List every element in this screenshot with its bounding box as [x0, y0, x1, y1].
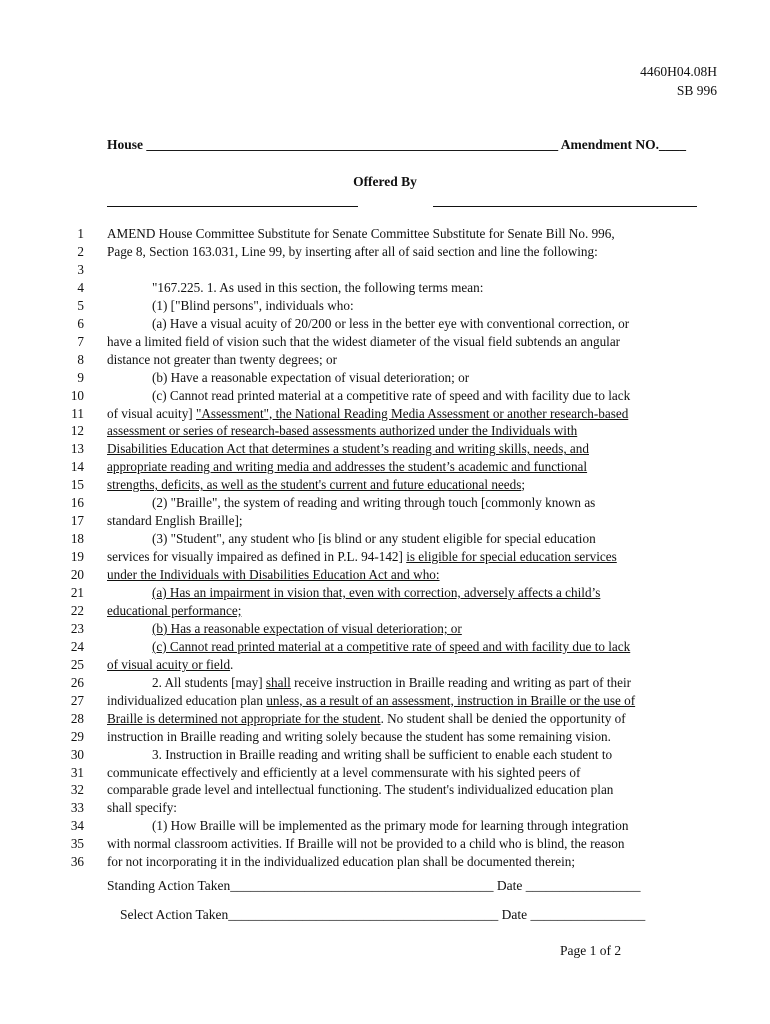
inserted-text: of visual acuity or field [107, 656, 231, 672]
line-text [107, 226, 615, 242]
document-line [0, 549, 770, 567]
text-segment: (3) "Student", any student who [is blind or any student eligible for special education [152, 531, 596, 547]
text-segment: for not incorporating it in the individualized education plan shall be documented therein; [107, 854, 576, 870]
inserted-text: unless, as a result of an assessment, instruction in Braille or the use of [266, 692, 636, 708]
line-text [107, 854, 575, 870]
line-number: 31 [70, 764, 84, 780]
page-number: Page 1 of 2 [560, 943, 622, 958]
line-number: 14 [70, 459, 84, 475]
document-line [0, 513, 770, 531]
document-line [0, 280, 770, 298]
line-number: 16 [70, 495, 84, 511]
document-line [0, 693, 770, 711]
line-text [152, 370, 469, 386]
line-text [152, 388, 630, 404]
text-segment: Page 8, Section 163.031, Line 99, by inserting after all of said section and line the following: [107, 243, 598, 259]
document-line [0, 352, 770, 370]
line-number: 33 [70, 800, 84, 816]
house-amendment-line [107, 137, 686, 153]
line-text [152, 621, 462, 637]
line-text [152, 298, 354, 314]
text-segment: receive instruction in Braille reading and writing as part of their [290, 674, 632, 690]
house-label: House [107, 137, 144, 152]
line-number: 20 [70, 567, 84, 583]
document-line [0, 298, 770, 316]
inserted-text: "Assessment", the National Reading Media Assessment or another research-based [196, 405, 629, 421]
document-line [0, 370, 770, 388]
line-text [107, 459, 587, 475]
document-line [0, 836, 770, 854]
line-number: 9 [77, 369, 84, 385]
text-segment: AMEND House Committee Substitute for Senate Committee Substitute for Senate Bill No. 996, [107, 226, 615, 241]
text-segment: (1) How Braille will be implemented as the primary mode for learning through integration [152, 818, 629, 834]
line-number: 30 [70, 746, 84, 762]
line-text [107, 693, 635, 709]
inserted-text: is eligible for special education services [406, 549, 617, 565]
document-line [0, 567, 770, 585]
line-number: 18 [70, 531, 84, 547]
line-number: 1 [77, 226, 84, 241]
line-text [107, 334, 620, 350]
document-line [0, 639, 770, 657]
text-segment: individualized education plan [107, 692, 267, 708]
standing-action-line: Standing Action Taken_______________________________________ Date _________________ [107, 878, 641, 893]
line-number: 27 [70, 692, 84, 708]
text-segment: 2. All students [may] [152, 674, 266, 690]
document-line [0, 441, 770, 459]
line-number: 13 [70, 441, 84, 457]
text-segment: services for visually impaired as defined in P.L. 94-142] [107, 549, 407, 565]
text-segment: comparable grade level and intellectual functioning. The student's individualized education plan [107, 782, 614, 798]
line-number: 8 [77, 351, 84, 367]
offered-by-blank-left [107, 206, 358, 207]
line-number: 23 [70, 620, 84, 636]
text-segment: (a) Have a visual acuity of 20/200 or less in the better eye with conventional correction, or [152, 315, 630, 331]
line-number: 26 [70, 674, 84, 690]
text-segment: of visual acuity] [107, 405, 196, 421]
line-text [107, 800, 177, 816]
line-number: 28 [70, 710, 84, 726]
line-text [107, 729, 611, 745]
document-line [0, 621, 770, 639]
line-text [107, 423, 577, 439]
document-line [0, 800, 770, 818]
document-line [0, 854, 770, 872]
line-number: 17 [70, 513, 84, 529]
line-number: 2 [77, 243, 84, 259]
inserted-text: educational performance; [107, 602, 242, 618]
line-text [107, 765, 580, 781]
line-number: 36 [70, 854, 84, 870]
text-segment: . No student shall be denied the opportunity of [380, 710, 626, 726]
document-line [0, 262, 770, 280]
text-segment: "167.225. 1. As used in this section, the following terms mean: [152, 279, 484, 295]
line-number: 34 [70, 818, 84, 834]
inserted-text: appropriate reading and writing media and addresses the student’s academic and functional [107, 459, 588, 475]
text-segment: ; [521, 477, 526, 493]
line-text [107, 352, 337, 368]
line-text [152, 818, 628, 834]
amendment-number-label: Amendment NO.____ [560, 137, 687, 152]
line-number: 10 [70, 387, 84, 403]
line-number: 21 [70, 585, 84, 600]
inserted-text: Disabilities Education Act that determines a student’s reading and writing skills, needs, and [107, 441, 589, 457]
text-segment: (c) Cannot read printed material at a competitive rate of speed and with facility due to lack [152, 387, 631, 403]
text-segment: standard English Braille]; [107, 513, 243, 529]
text-segment: distance not greater than twenty degrees; or [107, 351, 337, 367]
text-segment: (1) ["Blind persons", individuals who: [152, 297, 354, 313]
line-number: 15 [70, 477, 84, 493]
line-text [107, 782, 613, 798]
line-text [107, 711, 626, 727]
house-blank: _____________________________________________________________ [146, 137, 559, 152]
line-text [152, 747, 612, 763]
line-number: 25 [70, 656, 84, 672]
inserted-text: Braille is determined not appropriate for the student [107, 710, 381, 726]
document-line [0, 477, 770, 495]
inserted-text: under the Individuals with Disabilities Education Act and who: [107, 567, 440, 583]
document-line [0, 782, 770, 800]
line-text [107, 603, 241, 619]
line-text [152, 280, 483, 296]
text-segment: with normal classroom activities. If Braille will not be provided to a child who is blind, the reason [107, 836, 625, 852]
text-segment: have a limited field of vision such that the widest diameter of the visual field subtends an angular [107, 333, 621, 349]
line-text [107, 836, 625, 852]
document-line [0, 244, 770, 262]
line-number: 11 [71, 405, 84, 421]
line-text [107, 657, 233, 673]
document-id: 4460H04.08H [640, 64, 717, 79]
bill-number: SB 996 [676, 83, 717, 98]
line-number: 24 [70, 638, 84, 654]
document-line [0, 316, 770, 334]
document-line [0, 585, 770, 603]
text-segment: shall specify: [107, 800, 177, 816]
line-number: 32 [70, 782, 84, 798]
document-line [0, 531, 770, 549]
document-line [0, 657, 770, 675]
text-segment: (2) "Braille", the system of reading and writing through touch [commonly known as [152, 495, 596, 511]
document-line [0, 675, 770, 693]
line-number: 19 [70, 549, 84, 565]
text-segment: (b) Have a reasonable expectation of visual deterioration; or [152, 369, 470, 385]
line-text [152, 316, 629, 332]
line-text [107, 513, 243, 529]
line-number: 22 [70, 602, 84, 618]
document-line [0, 711, 770, 729]
inserted-text: (b) Has a reasonable expectation of visual deterioration; or [152, 620, 462, 636]
line-text [107, 406, 628, 422]
document-line [0, 818, 770, 836]
line-text [152, 675, 631, 691]
line-text [152, 531, 596, 547]
line-text [107, 441, 589, 457]
document-line [0, 495, 770, 513]
document-line [0, 603, 770, 621]
inserted-text: (c) Cannot read printed material at a competitive rate of speed and with facility due to lack [152, 638, 631, 654]
line-text [107, 477, 525, 493]
text-segment: . [230, 656, 234, 672]
line-text [107, 244, 598, 260]
line-number: 3 [77, 261, 84, 277]
document-line [0, 334, 770, 352]
line-text [107, 567, 440, 583]
line-text [152, 639, 630, 655]
line-number: 12 [70, 423, 84, 439]
line-number: 35 [70, 836, 84, 852]
document-line [0, 459, 770, 477]
line-text [107, 549, 617, 565]
line-text [152, 495, 595, 511]
text-segment: instruction in Braille reading and writing solely because the student has some remaining vision. [107, 728, 611, 744]
document-line [0, 765, 770, 783]
line-number: 5 [77, 297, 84, 313]
line-number: 6 [77, 315, 84, 331]
line-number: 7 [77, 333, 84, 349]
text-segment: 3. Instruction in Braille reading and writing shall be sufficient to enable each student to [152, 746, 613, 762]
line-text [152, 585, 600, 601]
offered-by-heading: Offered By [353, 174, 417, 189]
document-line [0, 226, 770, 244]
inserted-text: strengths, deficits, as well as the student's current and future educational needs [107, 477, 522, 493]
document-line [0, 406, 770, 424]
text-segment: communicate effectively and efficiently at a level commensurate with his sighted peers of [107, 764, 581, 780]
offered-by-blank-right [433, 206, 697, 207]
document-line [0, 747, 770, 765]
inserted-text: (a) Has an impairment in vision that, even with correction, adversely affects a child’s [152, 585, 601, 600]
document-line [0, 388, 770, 406]
inserted-text: shall [265, 674, 291, 690]
select-action-line: Select Action Taken________________________________________ Date _________________ [120, 907, 646, 922]
document-line [0, 423, 770, 441]
inserted-text: assessment or series of research-based assessments authorized under the Individuals with [107, 423, 578, 439]
document-line [0, 729, 770, 747]
line-number: 4 [77, 279, 84, 295]
line-number: 29 [70, 728, 84, 744]
